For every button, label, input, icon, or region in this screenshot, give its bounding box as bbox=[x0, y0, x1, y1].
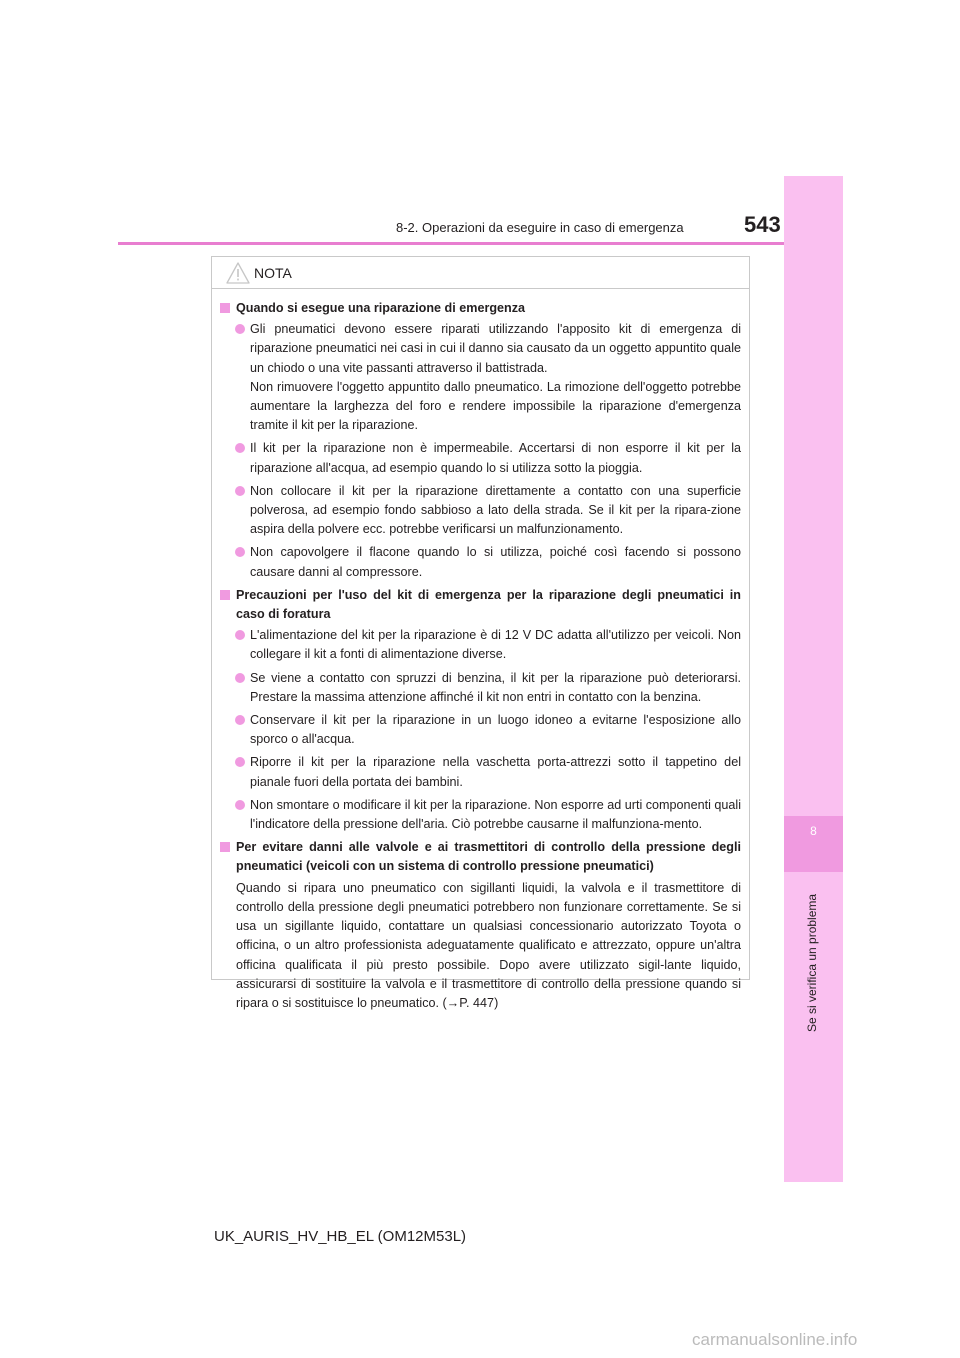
circle-bullet-icon bbox=[235, 486, 245, 496]
list-item bbox=[220, 796, 741, 834]
note-box bbox=[211, 256, 750, 1010]
watermark: carmanualsonline.info bbox=[692, 1330, 858, 1349]
section-title bbox=[220, 299, 741, 318]
list-item-text: Non collocare il kit per la riparazione direttamente a contatto con una superficie polverosa, ad esempio fondo sabbioso a lato della strada. Se il kit per la ripara-zione aspira della polvere ecc. potrebbe verificarsi un malfunzionamento. bbox=[250, 483, 741, 537]
list-item-text: Riporre il kit per la riparazione nella vaschetta porta-attrezzi sotto il tappetino del pianale fuori della portata dei bambini. bbox=[250, 755, 741, 789]
section-paragraph: Quando si ripara uno pneumatico con sigillanti liquidi, la valvola e il trasmettitore di controllo della pressione degli pneumatici potrebbero non funzionare correttamente. Se si usa un sigillante liquido, contattare un qualsiasi concessionario autorizzato Toyota o officina, o un altro professionista adeguatamente qualificato e attrezzato, oppure un'altra officina qualificata il più presto possibile. Dopo avere utilizzato sigil-lante liquido, assicurarsi di sostituire la valvola e il trasmettitore di controllo della pressione quando si ripara o si sostituisce lo pneumatico. (→P. 447) bbox=[236, 880, 741, 1010]
list-item bbox=[220, 482, 741, 540]
running-header: 8-2. Operazioni da eseguire in caso di emergenza bbox=[396, 220, 684, 235]
circle-bullet-icon bbox=[235, 757, 245, 767]
list-item bbox=[220, 669, 741, 707]
list-item-text: Se viene a contatto con spruzzi di benzina, il kit per la riparazione può deteriorarsi. Prestare la massima attenzione affinché il kit non entri in contatto con la benzina. bbox=[250, 670, 741, 704]
list-item bbox=[220, 543, 741, 581]
square-bullet-icon bbox=[220, 590, 230, 600]
list-item bbox=[220, 753, 741, 791]
section-title-text: Precauzioni per l'uso del kit di emergenza per la riparazione degli pneumatici in caso di foratura bbox=[236, 587, 741, 622]
section-title-text: Per evitare danni alle valvole e ai trasmettitori di controllo della pressione degli pneumatici (veicoli con un sistema di controllo pressione pneumatici) bbox=[236, 840, 741, 874]
square-bullet-icon bbox=[220, 303, 230, 313]
note-body bbox=[212, 289, 749, 1013]
section-title bbox=[220, 838, 741, 876]
list-item-text: Non capovolgere il flacone quando lo si utilizza, poiché così facendo si possono causare danni al compressore. bbox=[250, 545, 741, 579]
chapter-title bbox=[805, 880, 823, 1040]
square-bullet-icon bbox=[220, 842, 230, 852]
circle-bullet-icon bbox=[235, 715, 245, 725]
list-item-text-extra: Non rimuovere l'oggetto appuntito dallo pneumatico. La rimozione dell'oggetto potrebbe aumentare la larghezza del foro e rendere impossibile la riparazione d'emergenza tramite il kit per la riparazione. bbox=[250, 379, 741, 433]
header-divider bbox=[118, 242, 784, 245]
list-item-text: L'alimentazione del kit per la riparazione è di 12 V DC adatta all'utilizzo per veicoli. Non collegare il kit a fonti di alimentazione diverse. bbox=[250, 628, 741, 662]
note-title: NOTA bbox=[254, 265, 292, 281]
list-item-text: Il kit per la riparazione non è impermeabile. Accertarsi di non esporre il kit per la riparazione all'acqua, ad esempio quando lo si utilizza sotto la pioggia. bbox=[250, 441, 741, 475]
warning-triangle-icon bbox=[226, 262, 250, 284]
note-header bbox=[212, 257, 749, 289]
list-item bbox=[220, 320, 741, 435]
circle-bullet-icon bbox=[235, 800, 245, 810]
chapter-title-text: Se si verifica un problema bbox=[805, 893, 819, 1032]
list-item-text: Conservare il kit per la riparazione in un luogo idoneo a evitarne l'esposizione allo sporco o all'acqua. bbox=[250, 713, 741, 747]
circle-bullet-icon bbox=[235, 443, 245, 453]
circle-bullet-icon bbox=[235, 547, 245, 557]
list-item-text: Gli pneumatici devono essere riparati utilizzando l'apposito kit di emergenza di riparazione pneumatici nei casi in cui il danno sia causato da un oggetto appuntito quale un chiodo o una vite passanti attraverso il battistrada. bbox=[250, 322, 741, 375]
circle-bullet-icon bbox=[235, 630, 245, 640]
list-item bbox=[220, 439, 741, 477]
section-title bbox=[220, 586, 741, 624]
section-title-text: Quando si esegue una riparazione di emergenza bbox=[236, 301, 526, 315]
page-number: 543 bbox=[744, 212, 781, 237]
circle-bullet-icon bbox=[235, 324, 245, 334]
list-item bbox=[220, 626, 741, 664]
chapter-number: 8 bbox=[810, 824, 817, 838]
list-item-text: Non smontare o modificare il kit per la riparazione. Non esporre ad urti componenti quali l'indicatore della pressione dell'aria. Ciò potrebbe causarne il malfunziona-mento. bbox=[250, 797, 741, 832]
document-id: UK_AURIS_HV_HB_EL (OM12M53L) bbox=[214, 1228, 467, 1245]
circle-bullet-icon bbox=[235, 673, 245, 683]
list-item bbox=[220, 711, 741, 749]
